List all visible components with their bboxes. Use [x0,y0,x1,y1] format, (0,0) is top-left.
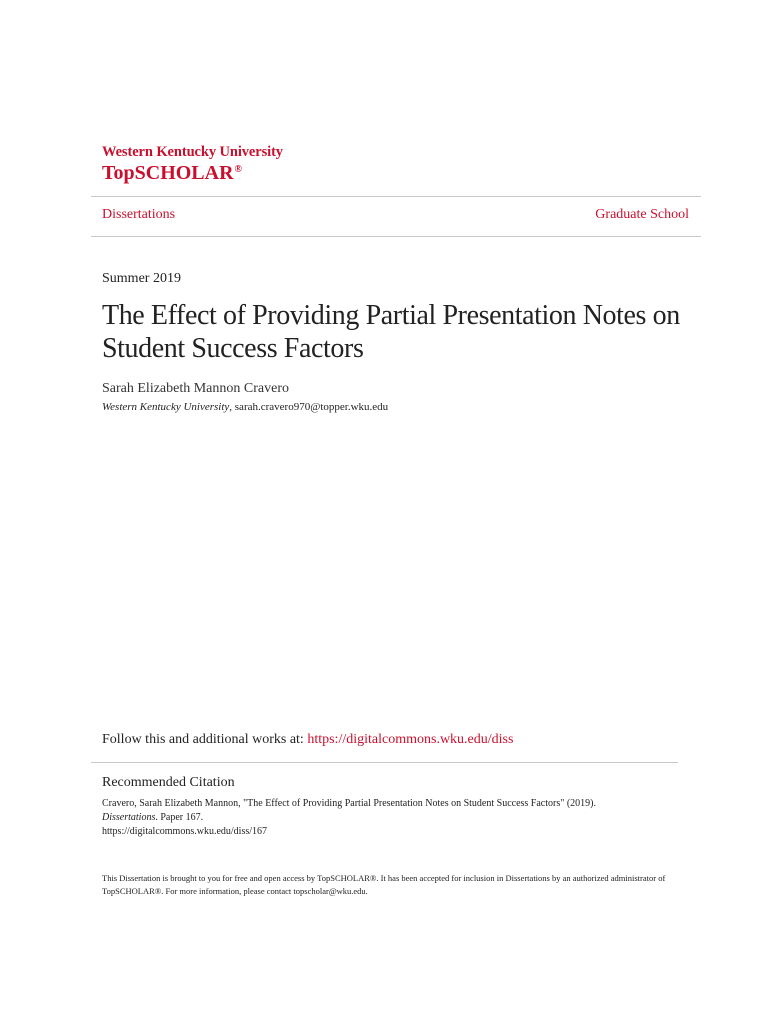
citation-heading: Recommended Citation [102,775,235,790]
header-rule-bottom [91,236,701,237]
author-affiliation [102,401,388,413]
author-email: , sarah.cravero970@topper.wku.edu [229,401,389,413]
collection-url-link[interactable]: https://digitalcommons.wku.edu/diss [307,732,514,747]
citation-paper: . Paper 167. [155,812,204,823]
brand-block [102,145,283,183]
follow-label: Follow this and additional works at: [102,732,308,747]
access-notice: This Dissertation is brought to you for free and open access by TopSCHOLAR®. It has been accepted for inclusion in Dissertations by an authorized administrator of TopSCHOLAR®. For more information, please contact topscholar@wku.edu. [102,873,666,896]
citation-line: Cravero, Sarah Elizabeth Mannon, "The Effect of Providing Partial Presentation Notes on Student Success Factors" (2019). [102,798,596,809]
citation-url: https://digitalcommons.wku.edu/diss/167 [102,826,267,837]
publication-season: Summer 2019 [102,271,181,286]
repository-name [102,163,283,183]
collection-link[interactable]: Dissertations [102,207,176,222]
follow-line [102,732,513,748]
author-name: Sarah Elizabeth Mannon Cravero [102,381,289,396]
affiliation-name: Western Kentucky University [102,401,230,413]
registered-mark: ® [234,163,243,175]
document-title: The Effect of Providing Partial Presentation Notes on Student Success Factors [102,300,680,364]
header-rule-top [91,196,701,197]
university-name: Western Kentucky University [102,144,283,160]
citation-text [102,797,702,839]
citation-series: Dissertations [102,812,156,823]
follow-rule [91,762,678,763]
repository-label: TopSCHOLAR [102,161,234,184]
school-link[interactable]: Graduate School [595,207,689,222]
citation-series-line [102,811,702,825]
